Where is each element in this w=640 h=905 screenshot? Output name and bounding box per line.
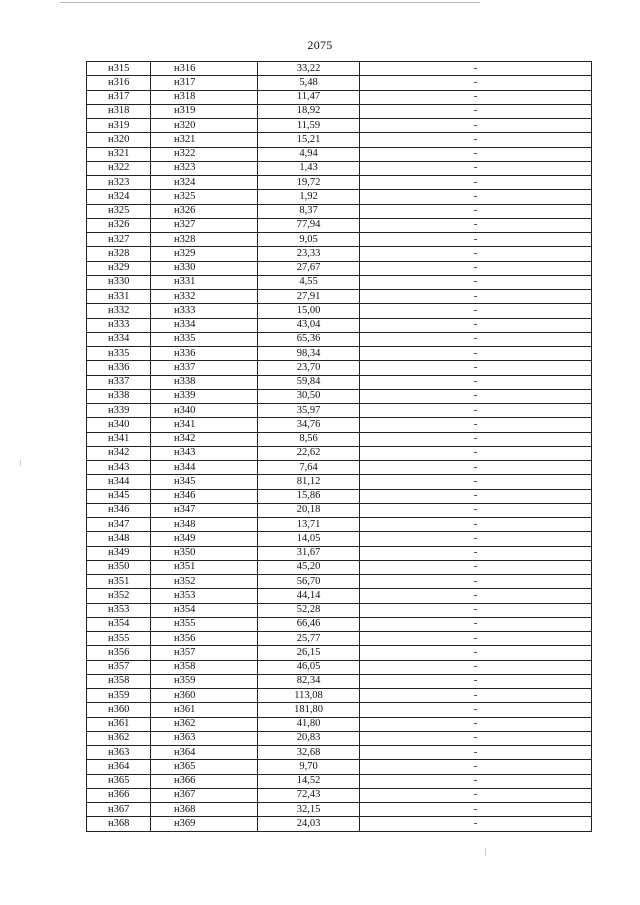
- length-cell: 32,68: [258, 746, 360, 760]
- note-cell: -: [360, 361, 592, 375]
- table-row: [87, 560, 592, 574]
- length-cell: 59,84: [258, 375, 360, 389]
- note-cell: -: [360, 133, 592, 147]
- point-to-cell: н339: [151, 389, 258, 403]
- length-cell: 19,72: [258, 176, 360, 190]
- note-cell: -: [360, 290, 592, 304]
- length-cell: 15,00: [258, 304, 360, 318]
- point-from-cell: н351: [87, 575, 151, 589]
- table-row: [87, 817, 592, 831]
- note-cell: -: [360, 304, 592, 318]
- point-to-cell: н326: [151, 204, 258, 218]
- table-row: [87, 161, 592, 175]
- length-cell: 23,33: [258, 247, 360, 261]
- point-to-cell: н333: [151, 304, 258, 318]
- table-row: [87, 489, 592, 503]
- table-row: [87, 261, 592, 275]
- table-row: [87, 689, 592, 703]
- point-from-cell: н334: [87, 332, 151, 346]
- length-cell: 8,37: [258, 204, 360, 218]
- length-cell: 30,50: [258, 389, 360, 403]
- length-cell: 98,34: [258, 347, 360, 361]
- point-to-cell: н344: [151, 461, 258, 475]
- point-to-cell: н340: [151, 404, 258, 418]
- point-from-cell: н327: [87, 233, 151, 247]
- point-from-cell: н321: [87, 147, 151, 161]
- note-cell: -: [360, 646, 592, 660]
- table-row: [87, 418, 592, 432]
- table-row: [87, 90, 592, 104]
- point-to-cell: н369: [151, 817, 258, 831]
- point-from-cell: н336: [87, 361, 151, 375]
- length-cell: 1,43: [258, 161, 360, 175]
- table-row: [87, 589, 592, 603]
- length-cell: 13,71: [258, 518, 360, 532]
- table-row: [87, 731, 592, 745]
- table-row: [87, 389, 592, 403]
- point-to-cell: н328: [151, 233, 258, 247]
- table-row: [87, 332, 592, 346]
- length-cell: 52,28: [258, 603, 360, 617]
- point-to-cell: н353: [151, 589, 258, 603]
- table-row: [87, 204, 592, 218]
- point-to-cell: н347: [151, 503, 258, 517]
- length-cell: 81,12: [258, 475, 360, 489]
- point-from-cell: н353: [87, 603, 151, 617]
- point-to-cell: н365: [151, 760, 258, 774]
- point-to-cell: н330: [151, 261, 258, 275]
- note-cell: -: [360, 817, 592, 831]
- note-cell: -: [360, 589, 592, 603]
- point-from-cell: н345: [87, 489, 151, 503]
- length-cell: 22,62: [258, 446, 360, 460]
- length-cell: 4,55: [258, 275, 360, 289]
- length-cell: 5,48: [258, 76, 360, 90]
- point-from-cell: н335: [87, 347, 151, 361]
- point-from-cell: н329: [87, 261, 151, 275]
- point-from-cell: н325: [87, 204, 151, 218]
- point-from-cell: н319: [87, 119, 151, 133]
- length-cell: 181,80: [258, 703, 360, 717]
- table-row: [87, 62, 592, 76]
- note-cell: -: [360, 247, 592, 261]
- scan-top-rule: [60, 2, 480, 3]
- table-row: [87, 133, 592, 147]
- table-row: [87, 190, 592, 204]
- table-row: [87, 803, 592, 817]
- note-cell: -: [360, 674, 592, 688]
- table-body: [87, 62, 592, 832]
- note-cell: -: [360, 489, 592, 503]
- length-cell: 44,14: [258, 589, 360, 603]
- point-to-cell: н329: [151, 247, 258, 261]
- point-from-cell: н358: [87, 674, 151, 688]
- note-cell: -: [360, 731, 592, 745]
- point-to-cell: н322: [151, 147, 258, 161]
- point-from-cell: н326: [87, 218, 151, 232]
- point-to-cell: н319: [151, 104, 258, 118]
- length-cell: 25,77: [258, 632, 360, 646]
- note-cell: -: [360, 190, 592, 204]
- point-from-cell: н357: [87, 660, 151, 674]
- length-cell: 33,22: [258, 62, 360, 76]
- point-from-cell: н338: [87, 389, 151, 403]
- length-cell: 26,15: [258, 646, 360, 660]
- table-row: [87, 546, 592, 560]
- point-to-cell: н361: [151, 703, 258, 717]
- point-to-cell: н364: [151, 746, 258, 760]
- point-to-cell: н323: [151, 161, 258, 175]
- length-cell: 56,70: [258, 575, 360, 589]
- note-cell: -: [360, 176, 592, 190]
- point-from-cell: н367: [87, 803, 151, 817]
- table-row: [87, 717, 592, 731]
- length-cell: 27,67: [258, 261, 360, 275]
- length-cell: 45,20: [258, 560, 360, 574]
- length-cell: 82,34: [258, 674, 360, 688]
- point-from-cell: н343: [87, 461, 151, 475]
- note-cell: -: [360, 347, 592, 361]
- point-from-cell: н317: [87, 90, 151, 104]
- table-row: [87, 674, 592, 688]
- table-row: [87, 632, 592, 646]
- table-row: [87, 347, 592, 361]
- point-from-cell: н318: [87, 104, 151, 118]
- table-row: [87, 361, 592, 375]
- point-to-cell: н366: [151, 774, 258, 788]
- length-cell: 20,18: [258, 503, 360, 517]
- table-row: [87, 304, 592, 318]
- table-row: [87, 461, 592, 475]
- table-row: [87, 603, 592, 617]
- point-to-cell: н324: [151, 176, 258, 190]
- table-row: [87, 404, 592, 418]
- point-to-cell: н321: [151, 133, 258, 147]
- table-row: [87, 432, 592, 446]
- point-to-cell: н346: [151, 489, 258, 503]
- length-cell: 66,46: [258, 617, 360, 631]
- note-cell: -: [360, 518, 592, 532]
- length-cell: 9,70: [258, 760, 360, 774]
- note-cell: -: [360, 532, 592, 546]
- table-row: [87, 147, 592, 161]
- length-cell: 46,05: [258, 660, 360, 674]
- note-cell: -: [360, 418, 592, 432]
- point-from-cell: н341: [87, 432, 151, 446]
- table-row: [87, 760, 592, 774]
- table-row: [87, 375, 592, 389]
- point-to-cell: н342: [151, 432, 258, 446]
- point-to-cell: н351: [151, 560, 258, 574]
- note-cell: -: [360, 560, 592, 574]
- length-cell: 15,21: [258, 133, 360, 147]
- point-to-cell: н337: [151, 361, 258, 375]
- point-to-cell: н334: [151, 318, 258, 332]
- note-cell: -: [360, 475, 592, 489]
- note-cell: -: [360, 503, 592, 517]
- point-from-cell: н359: [87, 689, 151, 703]
- length-cell: 20,83: [258, 731, 360, 745]
- length-cell: 14,52: [258, 774, 360, 788]
- note-cell: -: [360, 746, 592, 760]
- length-cell: 35,97: [258, 404, 360, 418]
- note-cell: -: [360, 233, 592, 247]
- point-from-cell: н362: [87, 731, 151, 745]
- table-row: [87, 518, 592, 532]
- length-cell: 24,03: [258, 817, 360, 831]
- length-cell: 14,05: [258, 532, 360, 546]
- length-cell: 9,05: [258, 233, 360, 247]
- table-row: [87, 703, 592, 717]
- note-cell: -: [360, 717, 592, 731]
- point-from-cell: н337: [87, 375, 151, 389]
- point-from-cell: н354: [87, 617, 151, 631]
- length-cell: 113,08: [258, 689, 360, 703]
- point-from-cell: н365: [87, 774, 151, 788]
- note-cell: -: [360, 788, 592, 802]
- point-from-cell: н333: [87, 318, 151, 332]
- point-from-cell: н346: [87, 503, 151, 517]
- point-from-cell: н332: [87, 304, 151, 318]
- note-cell: -: [360, 147, 592, 161]
- boundary-segments-table: [86, 61, 592, 832]
- point-to-cell: н367: [151, 788, 258, 802]
- note-cell: -: [360, 318, 592, 332]
- point-to-cell: н336: [151, 347, 258, 361]
- scan-speck: [485, 848, 486, 856]
- length-cell: 11,47: [258, 90, 360, 104]
- table-row: [87, 475, 592, 489]
- length-cell: 4,94: [258, 147, 360, 161]
- point-from-cell: н316: [87, 76, 151, 90]
- table-row: [87, 660, 592, 674]
- note-cell: -: [360, 404, 592, 418]
- note-cell: -: [360, 803, 592, 817]
- note-cell: -: [360, 332, 592, 346]
- note-cell: -: [360, 389, 592, 403]
- scan-speck: [20, 460, 21, 466]
- point-to-cell: н352: [151, 575, 258, 589]
- table-row: [87, 617, 592, 631]
- point-to-cell: н360: [151, 689, 258, 703]
- table-row: [87, 247, 592, 261]
- length-cell: 31,67: [258, 546, 360, 560]
- note-cell: -: [360, 546, 592, 560]
- page-number: 2075: [307, 38, 333, 52]
- point-from-cell: н344: [87, 475, 151, 489]
- table-row: [87, 746, 592, 760]
- point-to-cell: н332: [151, 290, 258, 304]
- point-from-cell: н348: [87, 532, 151, 546]
- length-cell: 23,70: [258, 361, 360, 375]
- point-to-cell: н331: [151, 275, 258, 289]
- note-cell: -: [360, 774, 592, 788]
- point-to-cell: н341: [151, 418, 258, 432]
- table-row: [87, 218, 592, 232]
- point-to-cell: н316: [151, 62, 258, 76]
- note-cell: -: [360, 689, 592, 703]
- point-to-cell: н363: [151, 731, 258, 745]
- point-from-cell: н323: [87, 176, 151, 190]
- length-cell: 11,59: [258, 119, 360, 133]
- note-cell: -: [360, 446, 592, 460]
- point-to-cell: н317: [151, 76, 258, 90]
- table-row: [87, 290, 592, 304]
- point-from-cell: н331: [87, 290, 151, 304]
- table-row: [87, 446, 592, 460]
- length-cell: 43,04: [258, 318, 360, 332]
- point-from-cell: н352: [87, 589, 151, 603]
- point-from-cell: н320: [87, 133, 151, 147]
- table-row: [87, 318, 592, 332]
- length-cell: 8,56: [258, 432, 360, 446]
- point-from-cell: н366: [87, 788, 151, 802]
- point-from-cell: н360: [87, 703, 151, 717]
- point-from-cell: н356: [87, 646, 151, 660]
- table-row: [87, 646, 592, 660]
- table-row: [87, 76, 592, 90]
- point-to-cell: н349: [151, 532, 258, 546]
- note-cell: -: [360, 703, 592, 717]
- table-row: [87, 176, 592, 190]
- note-cell: -: [360, 575, 592, 589]
- point-from-cell: н350: [87, 560, 151, 574]
- length-cell: 7,64: [258, 461, 360, 475]
- point-from-cell: н364: [87, 760, 151, 774]
- length-cell: 72,43: [258, 788, 360, 802]
- point-from-cell: н315: [87, 62, 151, 76]
- point-from-cell: н322: [87, 161, 151, 175]
- note-cell: -: [360, 161, 592, 175]
- point-from-cell: н340: [87, 418, 151, 432]
- point-to-cell: н357: [151, 646, 258, 660]
- point-from-cell: н355: [87, 632, 151, 646]
- note-cell: -: [360, 432, 592, 446]
- note-cell: -: [360, 375, 592, 389]
- length-cell: 1,92: [258, 190, 360, 204]
- point-from-cell: н363: [87, 746, 151, 760]
- table-row: [87, 532, 592, 546]
- note-cell: -: [360, 275, 592, 289]
- point-to-cell: н368: [151, 803, 258, 817]
- point-from-cell: н342: [87, 446, 151, 460]
- point-to-cell: н343: [151, 446, 258, 460]
- point-to-cell: н318: [151, 90, 258, 104]
- table-row: [87, 233, 592, 247]
- point-to-cell: н355: [151, 617, 258, 631]
- note-cell: -: [360, 62, 592, 76]
- point-to-cell: н348: [151, 518, 258, 532]
- length-cell: 27,91: [258, 290, 360, 304]
- point-to-cell: н354: [151, 603, 258, 617]
- note-cell: -: [360, 204, 592, 218]
- note-cell: -: [360, 119, 592, 133]
- point-to-cell: н359: [151, 674, 258, 688]
- point-to-cell: н325: [151, 190, 258, 204]
- table-row: [87, 104, 592, 118]
- table-row: [87, 503, 592, 517]
- note-cell: -: [360, 76, 592, 90]
- point-to-cell: н356: [151, 632, 258, 646]
- point-to-cell: н327: [151, 218, 258, 232]
- length-cell: 15,86: [258, 489, 360, 503]
- point-to-cell: н358: [151, 660, 258, 674]
- length-cell: 41,80: [258, 717, 360, 731]
- table-row: [87, 119, 592, 133]
- point-to-cell: н320: [151, 119, 258, 133]
- table-row: [87, 774, 592, 788]
- note-cell: -: [360, 760, 592, 774]
- point-from-cell: н324: [87, 190, 151, 204]
- point-from-cell: н339: [87, 404, 151, 418]
- table-row: [87, 788, 592, 802]
- point-from-cell: н328: [87, 247, 151, 261]
- note-cell: -: [360, 603, 592, 617]
- point-from-cell: н347: [87, 518, 151, 532]
- point-from-cell: н349: [87, 546, 151, 560]
- note-cell: -: [360, 461, 592, 475]
- note-cell: -: [360, 90, 592, 104]
- point-to-cell: н350: [151, 546, 258, 560]
- point-from-cell: н330: [87, 275, 151, 289]
- point-to-cell: н345: [151, 475, 258, 489]
- table-row: [87, 575, 592, 589]
- note-cell: -: [360, 632, 592, 646]
- point-from-cell: н368: [87, 817, 151, 831]
- note-cell: -: [360, 261, 592, 275]
- note-cell: -: [360, 660, 592, 674]
- length-cell: 32,15: [258, 803, 360, 817]
- point-to-cell: н338: [151, 375, 258, 389]
- table-row: [87, 275, 592, 289]
- length-cell: 34,76: [258, 418, 360, 432]
- point-to-cell: н335: [151, 332, 258, 346]
- length-cell: 65,36: [258, 332, 360, 346]
- length-cell: 18,92: [258, 104, 360, 118]
- point-from-cell: н361: [87, 717, 151, 731]
- note-cell: -: [360, 104, 592, 118]
- note-cell: -: [360, 218, 592, 232]
- note-cell: -: [360, 617, 592, 631]
- length-cell: 77,94: [258, 218, 360, 232]
- point-to-cell: н362: [151, 717, 258, 731]
